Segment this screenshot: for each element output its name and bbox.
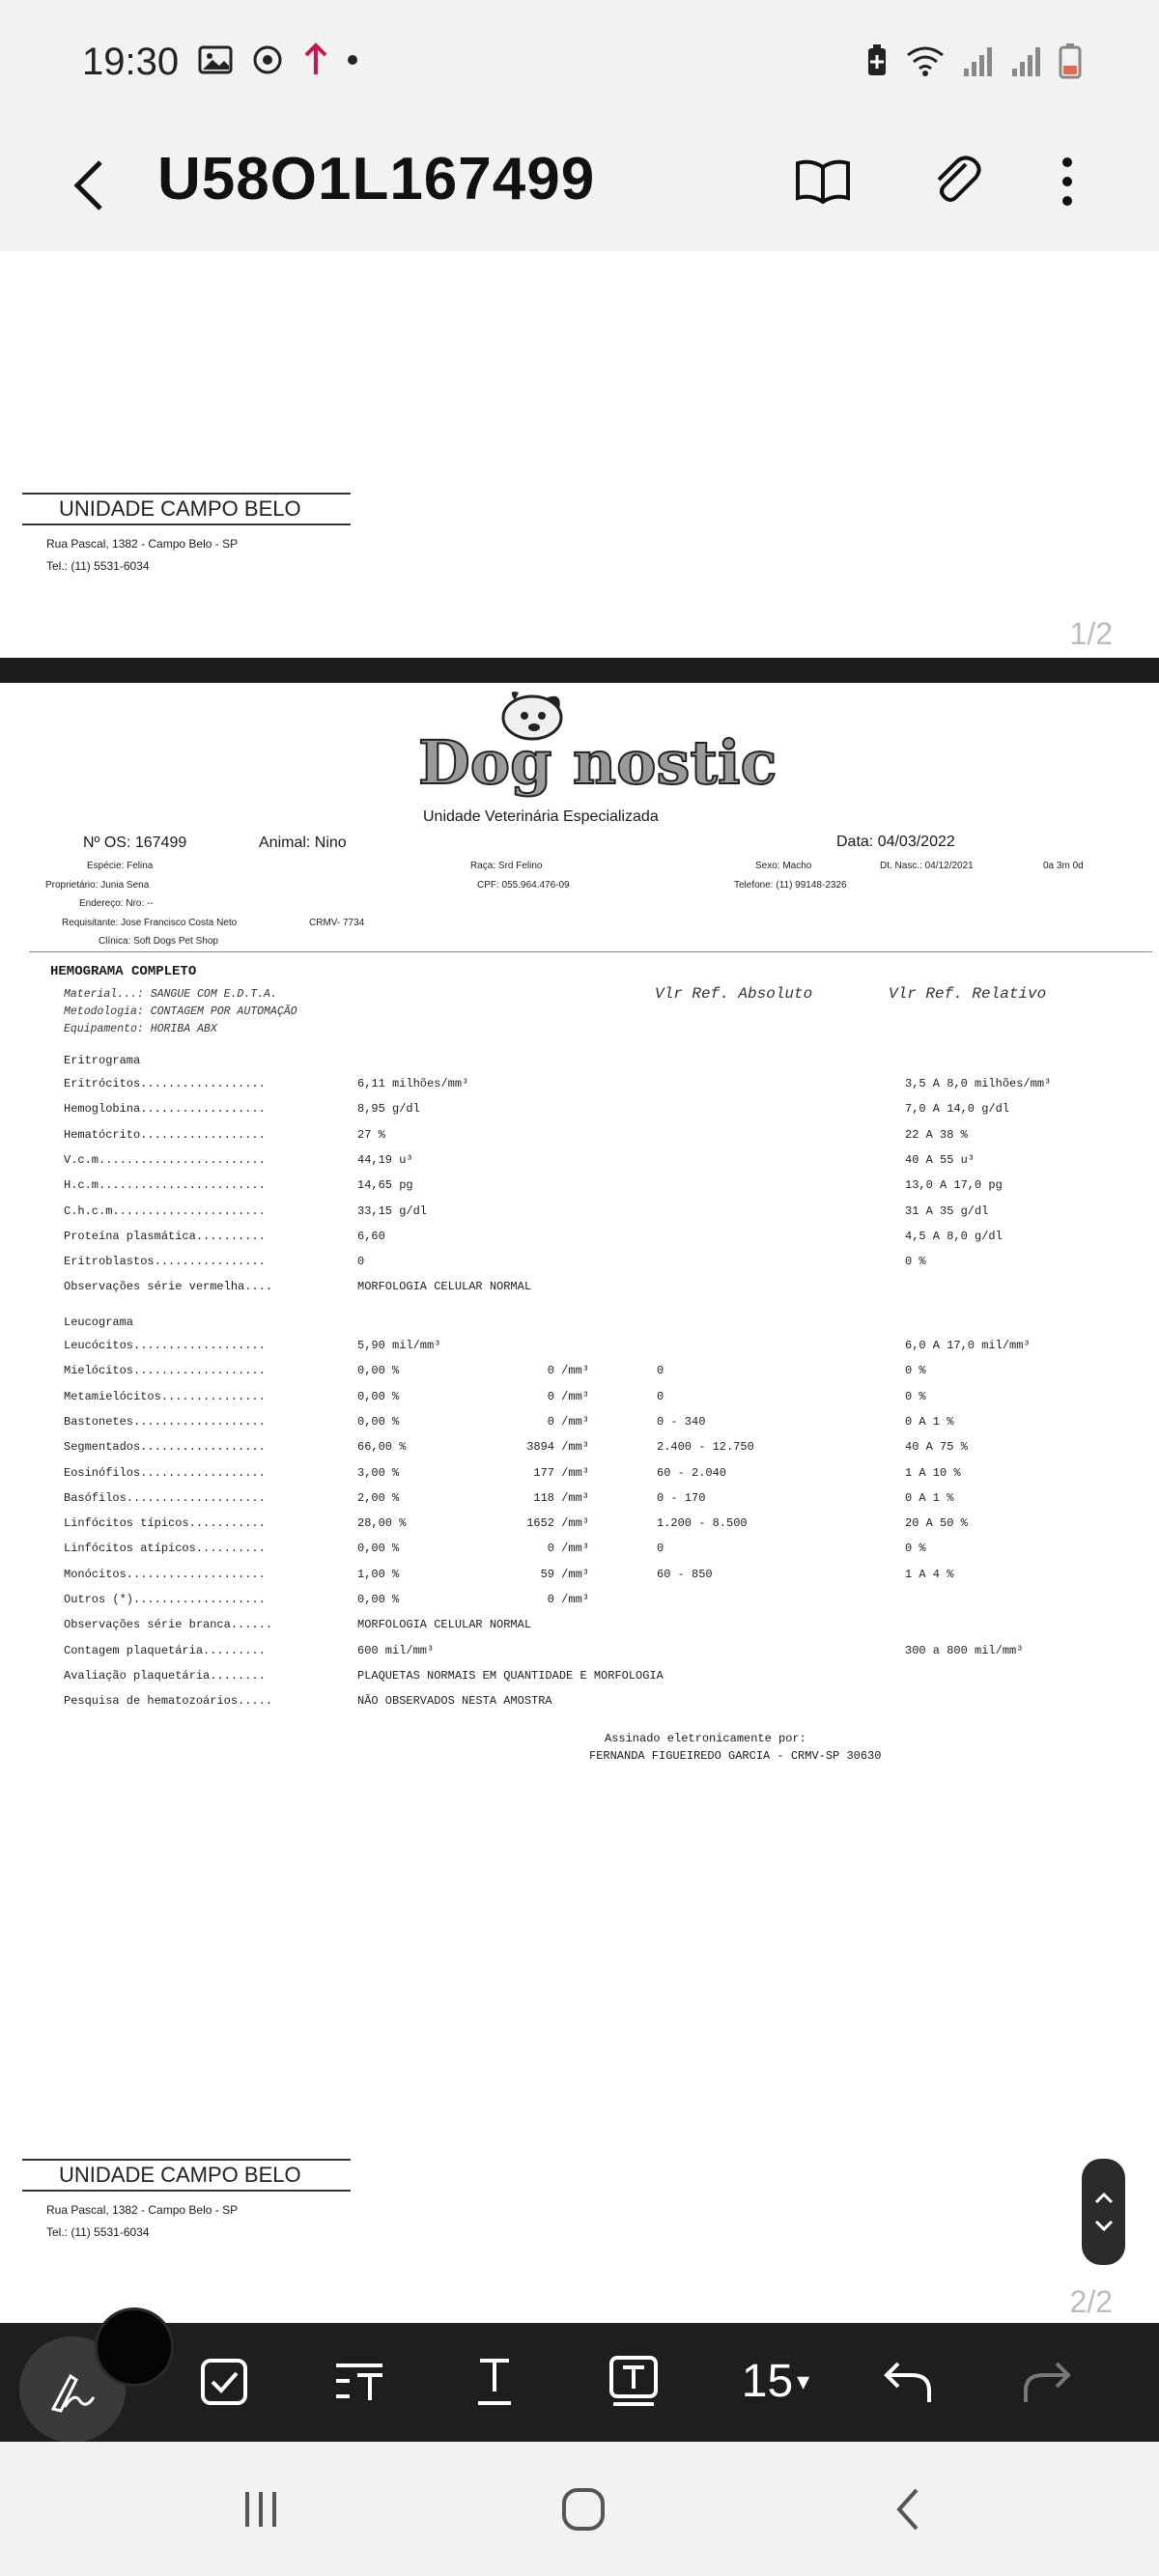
home-icon bbox=[560, 2486, 607, 2533]
logo-text: Dog nostic bbox=[418, 727, 777, 798]
row-value: 44,19 u³ bbox=[357, 1152, 413, 1167]
clinic: Clínica: Soft Dogs Pet Shop bbox=[99, 936, 218, 947]
row-relative-reference: 300 a 800 mil/mm³ bbox=[905, 1643, 1024, 1657]
pen-icon bbox=[45, 2363, 99, 2417]
pen-size-selector[interactable] bbox=[722, 2340, 829, 2422]
row-label: Bastonetes................... bbox=[64, 1414, 266, 1429]
book-icon bbox=[794, 157, 852, 206]
row-label: Avaliação plaquetária........ bbox=[64, 1668, 266, 1683]
table-row bbox=[0, 1618, 1159, 1637]
unit-phone: Tel.: (11) 5531-6034 bbox=[46, 559, 150, 573]
row-label: Basófilos.................... bbox=[64, 1490, 266, 1505]
sync-icon bbox=[250, 42, 285, 77]
row-value: 0,00 % bbox=[357, 1593, 400, 1606]
row-value: 33,15 g/dl bbox=[357, 1203, 428, 1218]
signed-label: Assinado eletronicamente por: bbox=[605, 1732, 806, 1745]
text-format-tool-button[interactable] bbox=[321, 2340, 398, 2422]
row-relative-reference: 3,5 A 8,0 milhões/mm³ bbox=[905, 1077, 1052, 1090]
row-value: 5,90 mil/mm³ bbox=[357, 1339, 441, 1352]
more-options-button[interactable] bbox=[1029, 143, 1106, 220]
row-label: Eritrócitos.................. bbox=[64, 1077, 266, 1090]
unit-name: UNIDADE CAMPO BELO bbox=[22, 493, 351, 525]
row-value: MORFOLOGIA CELULAR NORMAL bbox=[357, 1280, 532, 1294]
row-value: MORFOLOGIA CELULAR NORMAL bbox=[357, 1618, 532, 1632]
chevron-down-icon bbox=[1093, 2219, 1115, 2232]
signed-name: FERNANDA FIGUEIREDO GARCIA - CRMV-SP 30630 bbox=[589, 1749, 882, 1763]
dot-icon bbox=[347, 54, 358, 66]
checkbox-icon bbox=[199, 2357, 249, 2407]
row-value: 66,00 % bbox=[357, 1440, 407, 1455]
fast-scroll-handle[interactable] bbox=[1082, 2159, 1125, 2265]
ref-absolute-heading: Vlr Ref. Absoluto bbox=[655, 985, 813, 1003]
table-row bbox=[0, 1491, 1159, 1511]
row-absolute-value: 1652 /mm³ bbox=[526, 1516, 589, 1531]
page1-footer bbox=[22, 493, 351, 573]
text-format-icon bbox=[332, 2358, 386, 2406]
undo-button[interactable] bbox=[869, 2340, 947, 2422]
row-absolute-reference: 60 - 2.040 bbox=[657, 1465, 727, 1480]
row-absolute-reference: 0 bbox=[657, 1542, 664, 1556]
requester-crmv: CRMV- 7734 bbox=[309, 918, 365, 928]
exam-method: Metodologia: CONTAGEM POR AUTOMAÇÃO bbox=[64, 1005, 297, 1018]
redo-button[interactable] bbox=[1008, 2340, 1086, 2422]
owner-phone: Telefone: (11) 99148-2326 bbox=[734, 880, 847, 891]
row-absolute-reference: 0 bbox=[657, 1364, 664, 1378]
row-absolute-reference: 1.200 - 8.500 bbox=[657, 1516, 748, 1531]
row-value: 6,11 milhões/mm³ bbox=[357, 1077, 469, 1090]
address: Endereço: Nro: -- bbox=[79, 898, 154, 909]
header-divider bbox=[29, 951, 1152, 952]
section-leucograma: Leucograma bbox=[64, 1316, 134, 1329]
section-eritrograma: Eritrograma bbox=[64, 1054, 141, 1067]
app-bar bbox=[0, 126, 1159, 251]
row-value: 2,00 % bbox=[357, 1490, 400, 1505]
table-row bbox=[0, 1255, 1159, 1274]
unit-address: Rua Pascal, 1382 - Campo Belo - SP bbox=[46, 537, 239, 551]
image-icon bbox=[198, 44, 233, 75]
row-label: Outros (*)................... bbox=[64, 1593, 266, 1606]
row-relative-reference: 40 A 75 % bbox=[905, 1440, 968, 1455]
wifi-icon bbox=[904, 43, 947, 78]
annotation-toolbar bbox=[0, 2323, 1159, 2442]
reading-mode-button[interactable] bbox=[784, 143, 862, 220]
dognostic-logo bbox=[418, 689, 777, 798]
species: Espécie: Felina bbox=[87, 861, 154, 871]
row-label: Mielócitos................... bbox=[64, 1364, 266, 1378]
table-row bbox=[0, 1694, 1159, 1713]
row-relative-reference: 0 % bbox=[905, 1389, 926, 1403]
row-value: 0 bbox=[357, 1255, 365, 1269]
row-value: 8,95 g/dl bbox=[357, 1102, 420, 1117]
row-label: Monócitos.................... bbox=[64, 1567, 266, 1581]
animal-name: Animal: Nino bbox=[259, 835, 347, 851]
table-row bbox=[0, 1204, 1159, 1224]
row-label: Metamielócitos............... bbox=[64, 1389, 266, 1403]
requester: Requisitante: Jose Francisco Costa Neto bbox=[62, 918, 238, 928]
table-row bbox=[0, 1390, 1159, 1409]
row-label: Segmentados.................. bbox=[64, 1440, 266, 1455]
row-label: Eritroblastos................ bbox=[64, 1255, 266, 1269]
row-relative-reference: 0 % bbox=[905, 1364, 926, 1378]
signal-icon bbox=[1010, 43, 1043, 78]
row-absolute-value: 118 /mm³ bbox=[533, 1490, 589, 1505]
row-relative-reference: 31 A 35 g/dl bbox=[905, 1203, 989, 1218]
table-row bbox=[0, 1568, 1159, 1587]
exam-title: HEMOGRAMA COMPLETO bbox=[50, 964, 197, 979]
row-absolute-value: 0 /mm³ bbox=[547, 1389, 589, 1403]
row-value: 28,00 % bbox=[357, 1516, 407, 1531]
row-absolute-reference: 0 - 170 bbox=[657, 1490, 706, 1505]
row-label: Contagem plaquetária......... bbox=[64, 1643, 266, 1657]
nav-back-button[interactable] bbox=[869, 2471, 947, 2548]
row-label: Proteína plasmática.......... bbox=[64, 1229, 266, 1243]
row-value: NÃO OBSERVADOS NESTA AMOSTRA bbox=[357, 1694, 552, 1709]
row-value: 0,00 % bbox=[357, 1414, 400, 1429]
text-underline-tool-button[interactable] bbox=[456, 2340, 533, 2422]
back-arrow-icon bbox=[70, 156, 108, 214]
row-label: Observações série branca...... bbox=[64, 1618, 273, 1632]
exam-date: Data: 04/03/2022 bbox=[836, 834, 955, 850]
row-absolute-value: 59 /mm³ bbox=[540, 1567, 589, 1581]
row-absolute-reference: 2.400 - 12.750 bbox=[657, 1440, 754, 1455]
row-label: Linfócitos típicos........... bbox=[64, 1516, 266, 1531]
exam-material: Material...: SANGUE COM E.D.T.A. bbox=[64, 988, 277, 1001]
row-label: Leucócitos................... bbox=[64, 1339, 266, 1352]
birth-date: Dt. Nasc.: 04/12/2021 bbox=[880, 861, 974, 871]
clinic-subtitle: Unidade Veterinária Especializada bbox=[423, 808, 659, 825]
row-relative-reference: 0 A 1 % bbox=[905, 1414, 954, 1429]
exam-equipment: Equipamento: HORIBA ABX bbox=[64, 1023, 217, 1035]
signal-icon bbox=[962, 43, 995, 78]
row-relative-reference: 7,0 A 14,0 g/dl bbox=[905, 1102, 1010, 1117]
row-label: C.h.c.m...................... bbox=[64, 1203, 266, 1218]
row-absolute-value: 0 /mm³ bbox=[547, 1364, 589, 1378]
row-value: 0,00 % bbox=[357, 1542, 400, 1556]
row-value: 0,00 % bbox=[357, 1364, 400, 1378]
pen-color-swatch[interactable] bbox=[95, 2307, 174, 2387]
table-row bbox=[0, 1280, 1159, 1299]
table-row bbox=[0, 1364, 1159, 1383]
pen-size-value: 15 bbox=[741, 2356, 794, 2407]
document-title: U58O1L167499 bbox=[157, 146, 596, 212]
table-row bbox=[0, 1644, 1159, 1663]
row-label: Linfócitos atípicos.......... bbox=[64, 1542, 266, 1556]
row-label: Eosinófilos.................. bbox=[64, 1465, 266, 1480]
unit-phone: Tel.: (11) 5531-6034 bbox=[46, 2225, 150, 2239]
row-value: 0,00 % bbox=[357, 1389, 400, 1403]
owner-cpf: CPF: 055.964.476-09 bbox=[477, 880, 570, 891]
table-row bbox=[0, 1102, 1159, 1121]
table-row bbox=[0, 1440, 1159, 1459]
row-relative-reference: 22 A 38 % bbox=[905, 1127, 968, 1142]
battery-icon bbox=[1059, 42, 1082, 79]
undo-icon bbox=[881, 2358, 935, 2406]
text-box-tool-button[interactable] bbox=[595, 2340, 672, 2422]
battery-saver-icon bbox=[865, 43, 889, 78]
row-value: 27 % bbox=[357, 1127, 385, 1142]
row-relative-reference: 40 A 55 u³ bbox=[905, 1152, 975, 1167]
upload-arrow-icon bbox=[302, 42, 329, 77]
unit-name: UNIDADE CAMPO BELO bbox=[22, 2159, 351, 2192]
page-divider bbox=[0, 658, 1159, 683]
row-relative-reference: 20 A 50 % bbox=[905, 1516, 968, 1531]
table-row bbox=[0, 1077, 1159, 1096]
row-value: 14,65 pg bbox=[357, 1178, 413, 1193]
chevron-down-icon: ▾ bbox=[797, 2366, 810, 2395]
row-relative-reference: 0 A 1 % bbox=[905, 1490, 954, 1505]
row-absolute-value: 177 /mm³ bbox=[533, 1465, 589, 1480]
table-row bbox=[0, 1128, 1159, 1147]
more-vert-icon bbox=[1058, 153, 1077, 211]
text-box-icon bbox=[608, 2354, 660, 2410]
row-relative-reference: 6,0 A 17,0 mil/mm³ bbox=[905, 1339, 1031, 1352]
recents-icon bbox=[240, 2488, 282, 2531]
status-bar bbox=[0, 0, 1159, 126]
row-label: Observações série vermelha.... bbox=[64, 1280, 273, 1294]
status-time: 19:30 bbox=[82, 41, 180, 83]
home-button[interactable] bbox=[545, 2471, 622, 2548]
row-relative-reference: 1 A 4 % bbox=[905, 1567, 954, 1581]
breed: Raça: Srd Felino bbox=[470, 861, 543, 871]
age: 0a 3m 0d bbox=[1043, 861, 1084, 871]
table-row bbox=[0, 1466, 1159, 1486]
system-navigation-bar bbox=[0, 2442, 1159, 2576]
owner: Proprietário: Junia Sena bbox=[45, 880, 150, 891]
checkbox-tool-button[interactable] bbox=[185, 2340, 263, 2422]
page2-indicator: 2/2 bbox=[1069, 2284, 1113, 2319]
page1-indicator: 1/2 bbox=[1069, 616, 1113, 651]
pen-tool-button[interactable] bbox=[19, 2336, 126, 2443]
row-value: 6,60 bbox=[357, 1229, 385, 1243]
row-absolute-value: 0 /mm³ bbox=[547, 1414, 589, 1429]
row-relative-reference: 13,0 A 17,0 pg bbox=[905, 1178, 1003, 1193]
table-row bbox=[0, 1669, 1159, 1688]
row-label: Hemoglobina.................. bbox=[64, 1102, 266, 1117]
recents-button[interactable] bbox=[222, 2471, 299, 2548]
row-absolute-reference: 0 - 340 bbox=[657, 1414, 706, 1429]
text-underline-icon bbox=[470, 2355, 519, 2409]
row-relative-reference: 1 A 10 % bbox=[905, 1465, 961, 1480]
status-icons-right bbox=[865, 42, 1082, 79]
table-row bbox=[0, 1415, 1159, 1434]
row-label: V.c.m........................ bbox=[64, 1152, 266, 1167]
row-value: 1,00 % bbox=[357, 1567, 400, 1581]
row-relative-reference: 0 % bbox=[905, 1542, 926, 1556]
row-absolute-value: 0 /mm³ bbox=[547, 1593, 589, 1606]
table-row bbox=[0, 1593, 1159, 1612]
unit-address: Rua Pascal, 1382 - Campo Belo - SP bbox=[46, 2203, 239, 2217]
row-label: Pesquisa de hematozoários..... bbox=[64, 1694, 273, 1709]
table-row bbox=[0, 1153, 1159, 1173]
row-value: PLAQUETAS NORMAIS EM QUANTIDADE E MORFOLOGIA bbox=[357, 1668, 664, 1683]
status-icons-left bbox=[198, 42, 358, 77]
row-relative-reference: 4,5 A 8,0 g/dl bbox=[905, 1229, 1003, 1243]
page2-footer bbox=[22, 2159, 351, 2239]
table-row bbox=[0, 1516, 1159, 1536]
row-absolute-value: 3894 /mm³ bbox=[526, 1440, 589, 1455]
chevron-up-icon bbox=[1093, 2192, 1115, 2205]
back-icon bbox=[893, 2486, 922, 2533]
row-absolute-reference: 60 - 850 bbox=[657, 1567, 713, 1581]
attachment-icon bbox=[927, 153, 985, 211]
row-relative-reference: 0 % bbox=[905, 1255, 926, 1269]
row-value: 3,00 % bbox=[357, 1465, 400, 1480]
ref-relative-heading: Vlr Ref. Relativo bbox=[889, 985, 1047, 1003]
row-absolute-reference: 0 bbox=[657, 1389, 664, 1403]
table-row bbox=[0, 1542, 1159, 1561]
table-row bbox=[0, 1178, 1159, 1198]
attachment-button[interactable] bbox=[918, 143, 995, 220]
row-label: H.c.m........................ bbox=[64, 1178, 266, 1193]
document-viewer[interactable] bbox=[0, 251, 1159, 2323]
back-button[interactable] bbox=[60, 147, 118, 224]
os-number: Nº OS: 167499 bbox=[83, 835, 187, 851]
redo-icon bbox=[1020, 2358, 1074, 2406]
table-row bbox=[0, 1339, 1159, 1358]
table-row bbox=[0, 1230, 1159, 1249]
sex: Sexo: Macho bbox=[755, 861, 812, 871]
row-value: 600 mil/mm³ bbox=[357, 1643, 435, 1657]
row-label: Hematócrito.................. bbox=[64, 1127, 266, 1142]
row-absolute-value: 0 /mm³ bbox=[547, 1542, 589, 1556]
